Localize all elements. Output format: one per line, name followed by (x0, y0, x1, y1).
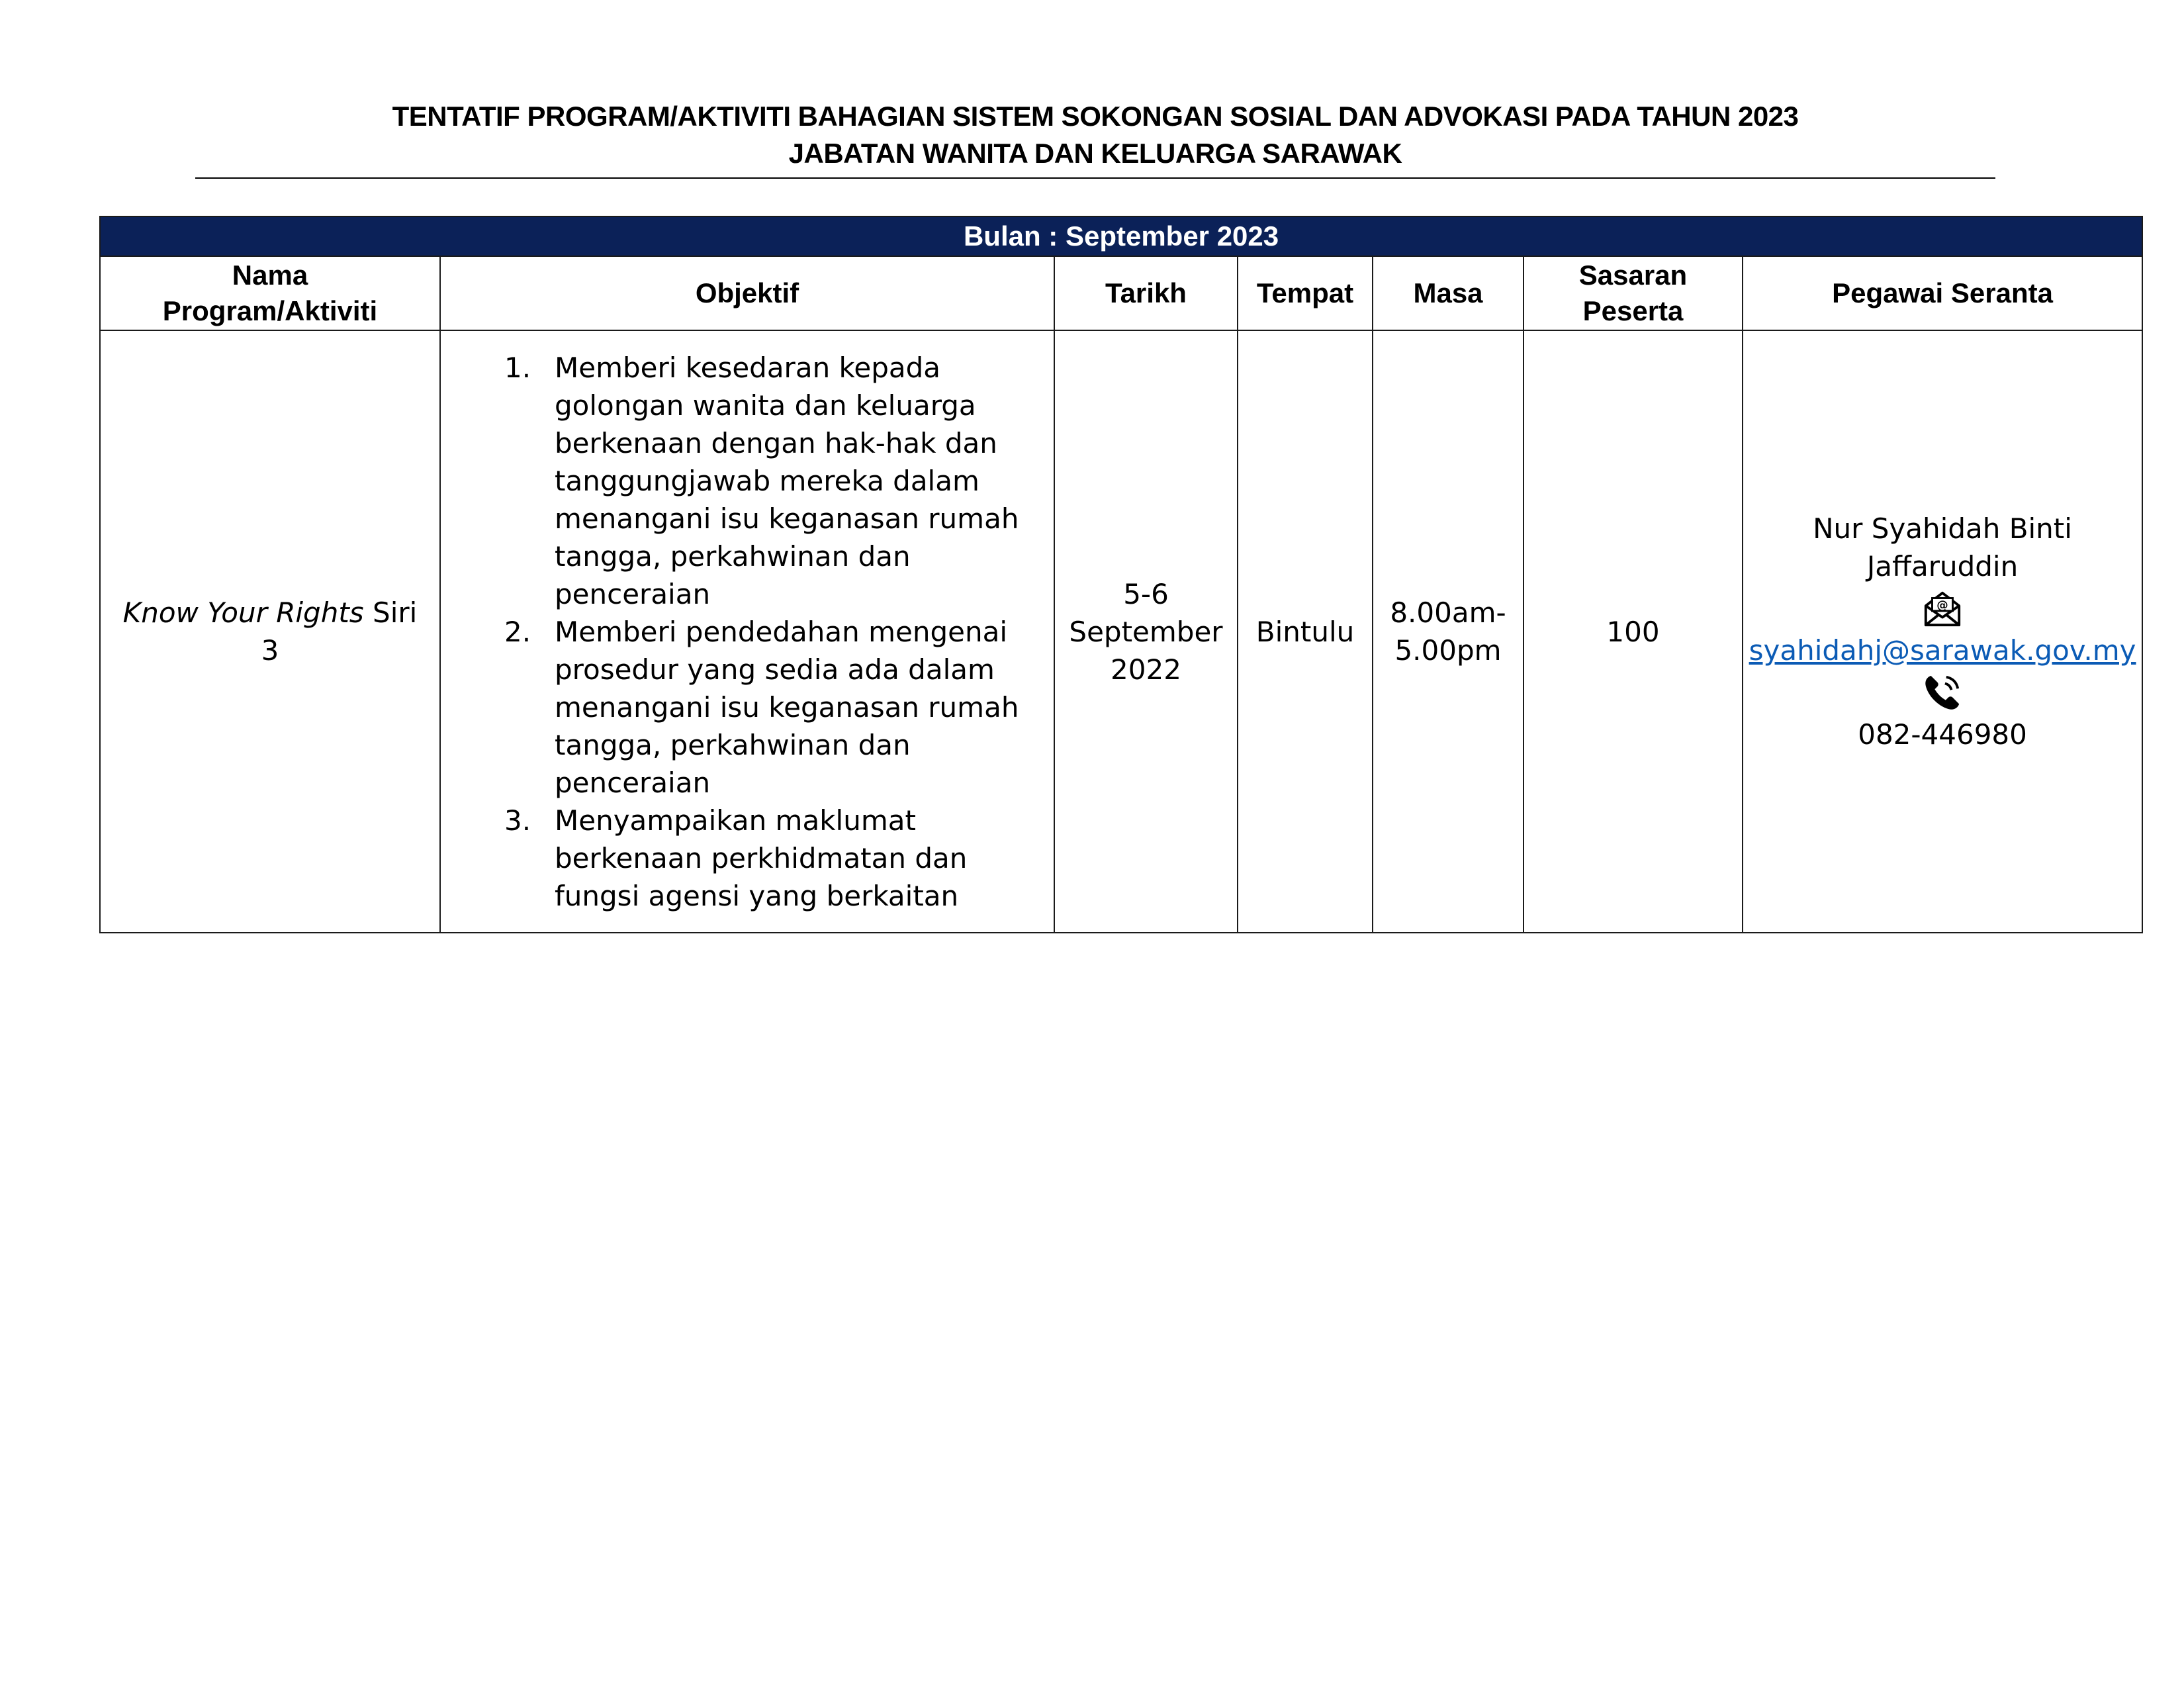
officer-name: Nur Syahidah Binti Jaffaruddin (1813, 512, 2072, 583)
date-line3: 2022 (1111, 653, 1181, 686)
title-divider (195, 177, 1995, 179)
objective-text: Memberi kesedaran kepada golongan wanita dan keluarga berkenaan dengan hak-hak dan tanggungjawab mereka dalam menangani isu keganasan rumah tangga, perkahwinan dan penceraian (555, 351, 1019, 610)
email-icon (1922, 588, 1963, 629)
date-line2: September (1069, 615, 1223, 648)
header-program (100, 256, 440, 330)
objective-number: 3. (504, 804, 531, 837)
officer-cell (1743, 330, 2142, 933)
time-line1: 8.00am- (1390, 596, 1506, 629)
objective-number: 2. (504, 615, 531, 648)
header-venue: Tempat (1238, 256, 1373, 330)
header-target-line1: Sasaran (1578, 259, 1688, 291)
date-line1: 5-6 (1123, 577, 1169, 610)
header-time: Masa (1373, 256, 1524, 330)
objective-number: 1. (504, 351, 531, 384)
column-header-row (100, 256, 2142, 330)
officer-phone: 082-446980 (1858, 718, 2027, 751)
header-program-line2: Program/Aktiviti (162, 295, 378, 326)
programme-table (99, 216, 2143, 933)
objective-list (441, 349, 1054, 915)
header-officer: Pegawai Seranta (1743, 256, 2142, 330)
target-cell: 100 (1524, 330, 1743, 933)
header-objective: Objektif (440, 256, 1054, 330)
title-line-2: JABATAN WANITA DAN KELUARGA SARAWAK (788, 138, 1402, 169)
objective-item (441, 349, 1027, 613)
phone-icon (1922, 672, 1963, 713)
program-series: 3 (261, 634, 279, 667)
program-cell (100, 330, 440, 933)
title-line-1: TENTATIF PROGRAM/AKTIVITI BAHAGIAN SISTEM SOKONGAN SOSIAL DAN ADVOKASI PADA TAHUN 2023 (392, 101, 1799, 132)
officer-email[interactable]: syahidahj@sarawak.gov.my (1749, 634, 2136, 667)
venue-cell: Bintulu (1238, 330, 1373, 933)
header-program-line1: Nama (232, 259, 308, 291)
program-name (101, 594, 439, 632)
program-name-rest: Siri (363, 596, 418, 629)
time-line2: 5.00pm (1394, 634, 1502, 667)
table-row (100, 330, 2142, 933)
document-title (195, 98, 1995, 172)
header-date: Tarikh (1054, 256, 1238, 330)
objective-item (441, 802, 1027, 915)
date-cell (1054, 330, 1238, 933)
program-name-italic: Know Your Rights (122, 596, 364, 629)
month-header: Bulan : September 2023 (100, 216, 2142, 256)
svg-text:@: @ (1936, 598, 1948, 612)
objective-cell (440, 330, 1054, 933)
header-target (1524, 256, 1743, 330)
objective-text: Memberi pendedahan mengenai prosedur yang sedia ada dalam menangani isu keganasan rumah tangga, perkahwinan dan penceraian (555, 615, 1019, 799)
time-cell (1373, 330, 1524, 933)
objective-text: Menyampaikan maklumat berkenaan perkhidmatan dan fungsi agensi yang berkaitan (555, 804, 968, 912)
header-target-line2: Peserta (1582, 295, 1684, 326)
objective-item (441, 613, 1027, 802)
